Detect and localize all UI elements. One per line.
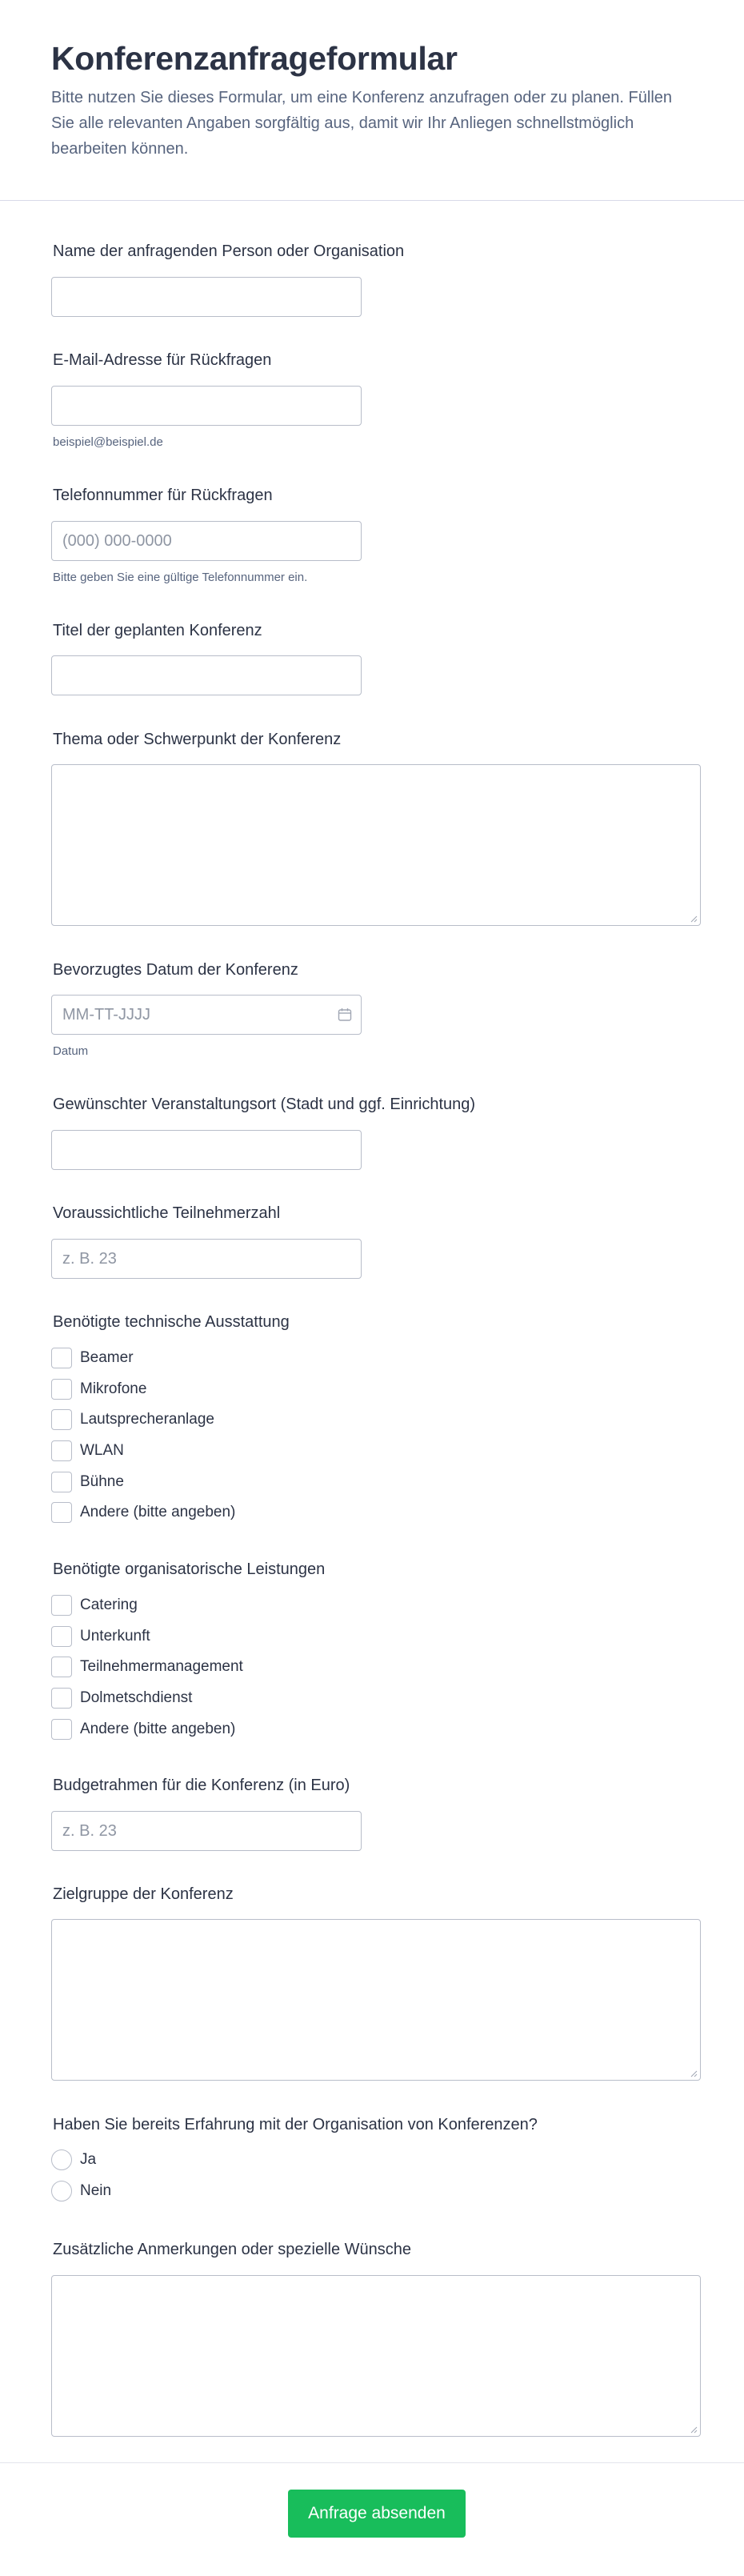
option-label: Teilnehmermanagement: [80, 1658, 243, 1675]
location-input[interactable]: [51, 1130, 362, 1170]
option-label: Andere (bitte angeben): [80, 1504, 236, 1520]
name-label: Name der anfragenden Person oder Organisation: [53, 242, 405, 260]
form-header: [0, 0, 744, 201]
phone-label: Telefonnummer für Rückfragen: [53, 487, 273, 504]
location-label: Gewünschter Veranstaltungsort (Stadt und ggf. Einrichtung): [53, 1096, 476, 1113]
option-label: Mikrofone: [80, 1380, 147, 1397]
checkbox[interactable]: [51, 1688, 72, 1709]
budget-label: Budgetrahmen für die Konferenz (in Euro): [53, 1777, 350, 1794]
email-sublabel: beispiel@beispiel.de: [53, 435, 163, 449]
tech-option-andere[interactable]: [51, 1502, 235, 1523]
tech-label: Benötigte technische Ausstattung: [53, 1313, 290, 1331]
date-sublabel: Datum: [53, 1044, 89, 1058]
checkbox[interactable]: [51, 1440, 72, 1461]
service-option-andere[interactable]: [51, 1719, 235, 1740]
service-option-dolmetschdienst[interactable]: [51, 1688, 192, 1709]
tech-option-mikrofone[interactable]: [51, 1379, 146, 1400]
participants-input[interactable]: z. B. 23: [51, 1239, 362, 1279]
date-input[interactable]: [51, 995, 362, 1035]
conference-title-label: Titel der geplanten Konferenz: [53, 622, 262, 639]
service-option-teilnehmermanagement[interactable]: [51, 1657, 243, 1677]
experience-option-ja[interactable]: [51, 2149, 96, 2170]
option-label: Lautsprecheranlage: [80, 1411, 214, 1428]
tech-option-buehne[interactable]: [51, 1472, 124, 1492]
experience-label: Haben Sie bereits Erfahrung mit der Organisation von Konferenzen?: [53, 2116, 538, 2133]
option-label: Dolmetschdienst: [80, 1689, 193, 1706]
email-label: E-Mail-Adresse für Rückfragen: [53, 351, 272, 369]
resize-handle-icon[interactable]: [690, 915, 698, 923]
phone-input[interactable]: (000) 000-0000: [51, 521, 362, 561]
phone-sublabel: Bitte geben Sie eine gültige Telefonnummer ein.: [53, 571, 308, 584]
resize-handle-icon[interactable]: [690, 2069, 698, 2077]
topic-textarea[interactable]: [51, 764, 701, 926]
tech-option-lautsprecheranlage[interactable]: [51, 1409, 214, 1430]
submit-button[interactable]: Anfrage absenden: [288, 2490, 466, 2538]
option-label: Catering: [80, 1596, 138, 1613]
audience-label: Zielgruppe der Konferenz: [53, 1885, 234, 1903]
checkbox[interactable]: [51, 1472, 72, 1492]
checkbox[interactable]: [51, 1719, 72, 1740]
budget-input[interactable]: z. B. 23: [51, 1811, 362, 1851]
option-label: Ja: [80, 2151, 97, 2168]
radio-button[interactable]: [51, 2149, 72, 2170]
option-label: Unterkunft: [80, 1628, 150, 1645]
checkbox[interactable]: [51, 1348, 72, 1368]
checkbox[interactable]: [51, 1595, 72, 1616]
resize-handle-icon[interactable]: [690, 2426, 698, 2434]
tech-option-wlan[interactable]: [51, 1440, 124, 1461]
checkbox[interactable]: [51, 1657, 72, 1677]
option-label: Andere (bitte angeben): [80, 1721, 236, 1737]
form-description: Bitte nutzen Sie dieses Formular, um eine Konferenz anzufragen oder zu planen. Füllen Sie alle relevanten Angaben sorgfältig aus, damit wir Ihr Anliegen schnellstmöglich bearbeiten können.: [51, 89, 673, 158]
name-input[interactable]: [51, 277, 362, 317]
notes-textarea[interactable]: [51, 2275, 701, 2437]
audience-textarea[interactable]: [51, 1919, 701, 2081]
email-input[interactable]: [51, 386, 362, 426]
experience-option-nein[interactable]: [51, 2181, 111, 2201]
service-option-catering[interactable]: [51, 1595, 138, 1616]
option-label: Beamer: [80, 1349, 134, 1366]
option-label: WLAN: [80, 1442, 124, 1459]
form-title: Konferenzanfrageformular: [51, 40, 458, 77]
notes-label: Zusätzliche Anmerkungen oder spezielle Wünsche: [53, 2241, 412, 2258]
checkbox[interactable]: [51, 1379, 72, 1400]
tech-option-beamer[interactable]: [51, 1348, 134, 1368]
conference-title-input[interactable]: [51, 655, 362, 695]
participants-label: Voraussichtliche Teilnehmerzahl: [53, 1204, 281, 1222]
option-label: Nein: [80, 2182, 112, 2199]
footer-divider: [0, 2462, 744, 2463]
radio-button[interactable]: [51, 2181, 72, 2201]
date-placeholder: MM-TT-JJJJ: [62, 1005, 150, 1024]
topic-label: Thema oder Schwerpunkt der Konferenz: [53, 731, 342, 748]
option-label: Bühne: [80, 1473, 124, 1490]
date-label: Bevorzugtes Datum der Konferenz: [53, 961, 298, 979]
calendar-icon[interactable]: [337, 1007, 353, 1023]
services-label: Benötigte organisatorische Leistungen: [53, 1560, 326, 1578]
checkbox[interactable]: [51, 1626, 72, 1647]
checkbox[interactable]: [51, 1502, 72, 1523]
checkbox[interactable]: [51, 1409, 72, 1430]
service-option-unterkunft[interactable]: [51, 1626, 150, 1647]
